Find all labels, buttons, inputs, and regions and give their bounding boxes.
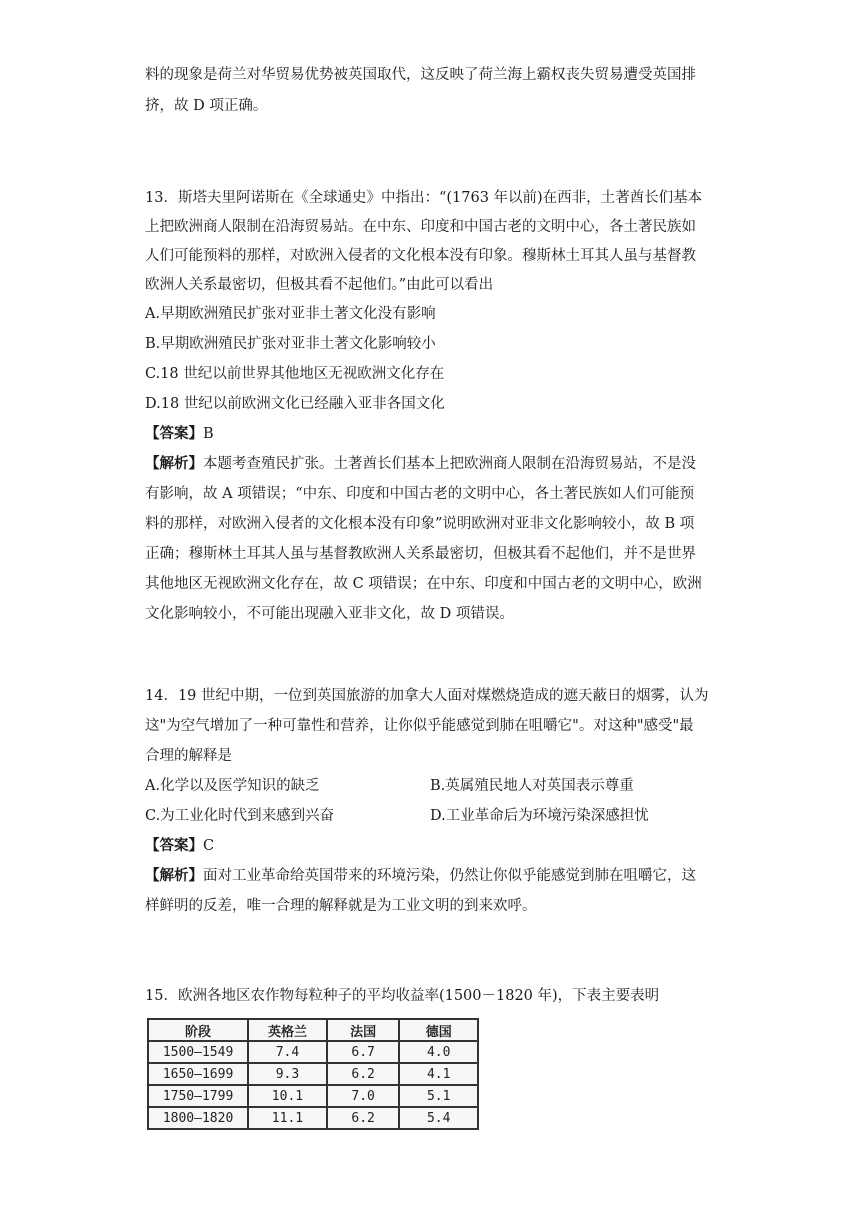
header-france: 法国: [327, 1019, 400, 1041]
q13-stem-line-2: 上把欧洲商人限制在沿海贸易站。在中东、印度和中国古老的文明中心，各土著民族如: [145, 219, 696, 235]
q13-stem-line-4: 欧洲人关系最密切，但极其看不起他们。”由此可以看出: [145, 277, 494, 293]
q14-analysis-line-2: 样鲜明的反差，唯一合理的解释就是为工业文明的到来欢呼。: [145, 898, 537, 914]
table-cell: 1650—1699: [148, 1063, 248, 1085]
table-cell: 9.3: [248, 1063, 327, 1085]
q14-answer: [145, 836, 214, 856]
q14-analysis-text-1: 面对工业革命给英国带来的环境污染，仍然让你似乎能感觉到肺在咀嚼它，这: [203, 868, 696, 884]
q15-stem: 15．欧洲各地区农作物每粒种子的平均收益率(1500－1820 年)，下表主要表明: [145, 988, 660, 1004]
q14-answer-value: C: [203, 838, 215, 854]
table-row: [148, 1041, 478, 1063]
table-cell: 11.1: [248, 1107, 327, 1129]
header-england: 英格兰: [248, 1019, 327, 1041]
q14-analysis-line-1: [145, 866, 696, 886]
q14-option-b: B.英属殖民地人对英国表示尊重: [430, 778, 634, 794]
table-cell: 7.4: [248, 1041, 327, 1063]
q13-option-c: C.18 世纪以前世界其他地区无视欧洲文化存在: [145, 366, 445, 382]
table-cell: 7.0: [327, 1085, 400, 1107]
intro-line-2: 挤，故 D 项正确。: [145, 98, 268, 114]
q13-option-a: A.早期欧洲殖民扩张对亚非土著文化没有影响: [145, 306, 436, 322]
yield-table: [147, 1018, 479, 1130]
table-header-row: [148, 1019, 478, 1041]
q14-stem-line-3: 合理的解释是: [145, 748, 232, 764]
q13-analysis-line-6: 文化影响较小，不可能出现融入亚非文化，故 D 项错误。: [145, 606, 514, 622]
table-cell: 6.2: [327, 1063, 400, 1085]
q13-answer-label: 【答案】: [145, 425, 203, 442]
table-cell: 5.1: [399, 1085, 478, 1107]
header-germany: 德国: [399, 1019, 478, 1041]
q13-analysis-line-1: [145, 454, 696, 474]
q14-stem-line-2: 这"为空气增加了一种可靠性和营养，让你似乎能感觉到肺在咀嚼它"。对这种"感受"最: [145, 718, 694, 734]
q14-option-a: A.化学以及医学知识的缺乏: [145, 778, 320, 794]
header-period: 阶段: [148, 1019, 248, 1041]
q13-analysis-line-5: 其他地区无视欧洲文化存在，故 C 项错误；在中东、印度和中国古老的文明中心，欧洲: [145, 576, 702, 592]
q13-analysis-line-2: 有影响，故 A 项错误；“中东、印度和中国古老的文明中心，各土著民族如人们可能预: [145, 486, 695, 502]
q14-stem-line-1: 14．19 世纪中期，一位到英国旅游的加拿大人面对煤燃烧造成的遮天蔽日的烟雾，认为: [145, 688, 709, 704]
table-cell: 1800—1820: [148, 1107, 248, 1129]
q13-analysis-line-3: 料的那样，对欧洲入侵者的文化根本没有印象”说明欧洲对亚非文化影响较小，故 B 项: [145, 516, 695, 532]
q13-answer: [145, 424, 214, 444]
table-cell: 6.2: [327, 1107, 400, 1129]
table-cell: 5.4: [399, 1107, 478, 1129]
q13-stem-line-1: 13．斯塔夫里阿诺斯在《全球通史》中指出：“(1763 年以前)在西非，土著酋长们基本: [145, 190, 703, 206]
q13-analysis-line-4: 正确；穆斯林土耳其人虽与基督教欧洲人关系最密切，但极其看不起他们，并不是世界: [145, 546, 696, 562]
table-cell: 4.0: [399, 1041, 478, 1063]
q14-answer-label: 【答案】: [145, 837, 203, 854]
table-cell: 10.1: [248, 1085, 327, 1107]
q14-analysis-label: 【解析】: [145, 867, 203, 884]
table-cell: 4.1: [399, 1063, 478, 1085]
q13-option-b: B.早期欧洲殖民扩张对亚非土著文化影响较小: [145, 336, 436, 352]
table-cell: 6.7: [327, 1041, 400, 1063]
q13-analysis-label: 【解析】: [145, 455, 203, 472]
q13-analysis-text-1: 本题考查殖民扩张。土著酋长们基本上把欧洲商人限制在沿海贸易站，不是没: [203, 456, 696, 472]
table-row: [148, 1107, 478, 1129]
table-cell: 1500—1549: [148, 1041, 248, 1063]
q14-option-d: D.工业革命后为环境污染深感担忧: [430, 808, 649, 824]
q13-answer-value: B: [203, 426, 214, 442]
table-row: [148, 1085, 478, 1107]
table-row: [148, 1063, 478, 1085]
q13-option-d: D.18 世纪以前欧洲文化已经融入亚非各国文化: [145, 396, 445, 412]
q13-stem-line-3: 人们可能预料的那样，对欧洲入侵者的文化根本没有印象。穆斯林土耳其人虽与基督教: [145, 248, 696, 264]
intro-line-1: 料的现象是荷兰对华贸易优势被英国取代，这反映了荷兰海上霸权丧失贸易遭受英国排: [145, 67, 696, 83]
q14-option-c: C.为工业化时代到来感到兴奋: [145, 808, 335, 824]
table-cell: 1750—1799: [148, 1085, 248, 1107]
